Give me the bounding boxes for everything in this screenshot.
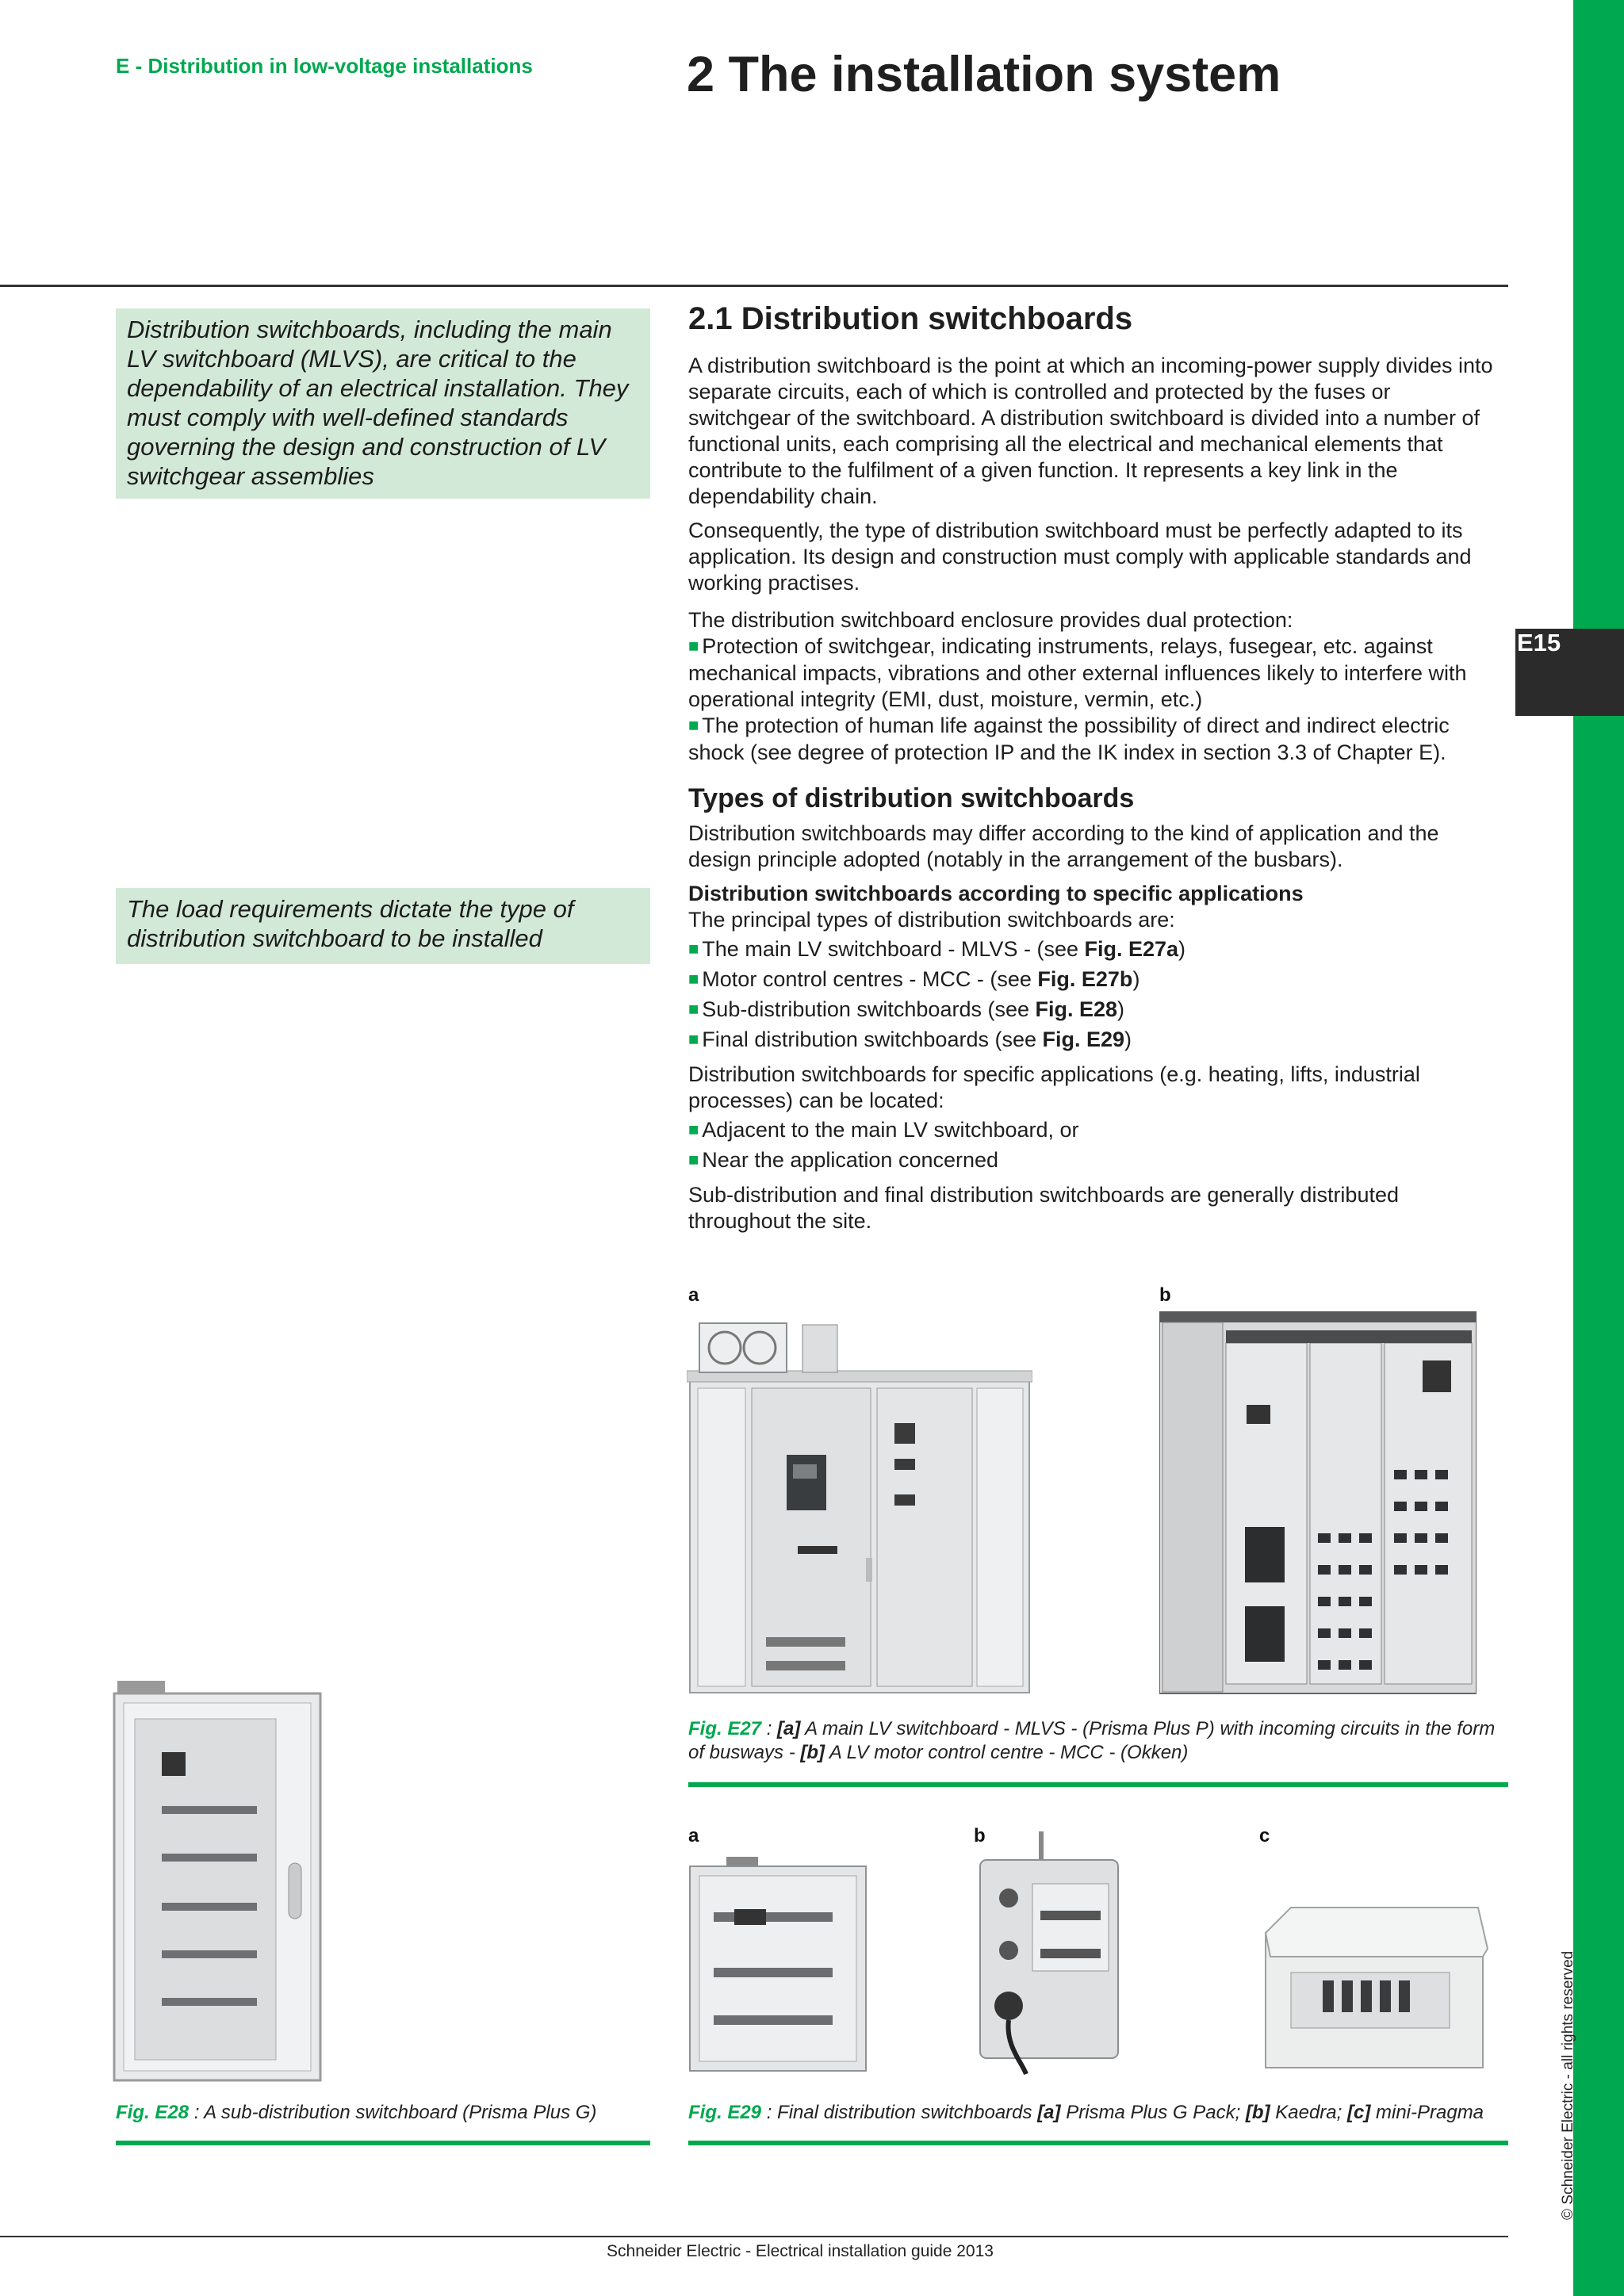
list-item: ■ The main LV switchboard - MLVS - (see Fig. E27a) [688,937,1186,961]
list-item: ■ The protection of human life against the possibility of direct and indirect electric shock (see degree of protection IP and the IK index in section 3.3 of Chapter E). [688,714,1450,764]
section-heading: 2.1 Distribution switchboards [688,301,1133,336]
page-number: E15 [1517,629,1561,656]
subsection-heading: Types of distribution switchboards [688,783,1135,813]
figure-divider [688,1782,1508,1787]
footer-text: Schneider Electric - Electrical installation guide 2013 [607,2242,994,2260]
copyright-notice: © Schneider Electric - all rights reserved [1560,1950,1576,2220]
main-text-column [688,301,1497,1234]
paragraph: The principal types of distribution switchboards are: [688,908,1175,932]
figure-label-c: c [1259,1825,1270,1846]
section-label: E - Distribution in low-voltage installations [116,54,533,78]
figure-e28-caption: Fig. E28 : A sub-distribution switchboard (Prisma Plus G) [116,2102,597,2123]
page-number-tab [1515,629,1624,716]
list-item: ■ Motor control centres - MCC - (see Fig. E27b) [688,967,1140,991]
bullet-icon: ■ [688,969,699,989]
side-color-band [1573,0,1624,2296]
bullet-icon: ■ [688,715,699,735]
figure-label-a: a [688,1284,699,1306]
figure-e27-caption: Fig. E27 : [a] A main LV switchboard - MLVS - (Prisma Plus P) with incoming circuits in the form of busways - [b] A LV motor control centre - MCC - (Okken) [688,1718,1496,1763]
paragraph-heading: Distribution switchboards according to specific applications [688,882,1304,905]
list-item: ■ Protection of switchgear, indicating instruments, relays, fusegear, etc. against mechanical impacts, vibrations and other external influences likely to interfere with operational integrity (EMI, dust, moisture, vermin, etc.) [688,634,1467,711]
header-rule [0,285,1508,287]
mini-pragma-enclosure-photo [1259,1901,1489,2074]
bullet-icon: ■ [688,1150,699,1169]
paragraph: Consequently, the type of distribution switchboard must be perfectly adapted to its application. Its design and construction must comply with applicable standards and working practises. [688,519,1472,595]
paragraph: Distribution switchboards may differ according to the kind of application and the design principle adopted (notably in the arrangement of the busbars). [688,821,1439,871]
figure-label-b: b [974,1825,986,1846]
kaedra-enclosure-photo [974,1831,1124,2077]
bullet-icon: ■ [688,1119,699,1139]
figure-divider [116,2141,650,2145]
sidebar-note-standards: Distribution switchboards, including the main LV switchboard (MLVS), are critical to the dependability of an electrical installation. They must comply with well-defined standards governing the design and construction of LV switchgear assemblies [116,308,650,499]
bullet-icon: ■ [688,1029,699,1049]
bullet-icon: ■ [688,636,699,656]
figure-label-a: a [688,1825,699,1846]
paragraph: The distribution switchboard enclosure provides dual protection: [688,608,1293,632]
list-item: ■ Adjacent to the main LV switchboard, or [688,1118,1079,1142]
bullet-icon: ■ [688,999,699,1019]
sub-distribution-switchboard-photo [86,1681,355,2085]
figure-label-b: b [1159,1284,1171,1306]
chapter-title: 2 The installation system [687,47,1281,102]
figure-e29-caption: Fig. E29 : Final distribution switchboards [a] Prisma Plus G Pack; [b] Kaedra; [c] mini-Pragma [688,2102,1484,2123]
figure-divider [688,2141,1508,2145]
list-item: ■ Final distribution switchboards (see Fig. E29) [688,1027,1132,1051]
footer-rule [0,2236,1508,2237]
list-item: ■ Near the application concerned [688,1148,999,1172]
bullet-icon: ■ [688,939,699,959]
mlvs-switchboard-photo [687,1320,1032,1697]
pack-switchboard-photo [687,1857,869,2075]
mcc-switchboard-photo [1159,1311,1477,1696]
paragraph: Sub-distribution and final distribution switchboards are generally distributed throughout the site. [688,1183,1399,1233]
sidebar-note-load: The load requirements dictate the type of distribution switchboard to be installed [116,888,650,964]
paragraph: Distribution switchboards for specific applications (e.g. heating, lifts, industrial processes) can be located: [688,1062,1420,1112]
paragraph: A distribution switchboard is the point at which an incoming-power supply divides into separate circuits, each of which is controlled and protected by the fuses or switchgear of the switchboard. A distribution switchboard is divided into a number of functional units, each comprising all the electrical and mechanical elements that contribute to the fulfilment of a given function. It represents a key link in the dependability chain. [688,354,1493,508]
list-item: ■ Sub-distribution switchboards (see Fig. E28) [688,997,1125,1021]
